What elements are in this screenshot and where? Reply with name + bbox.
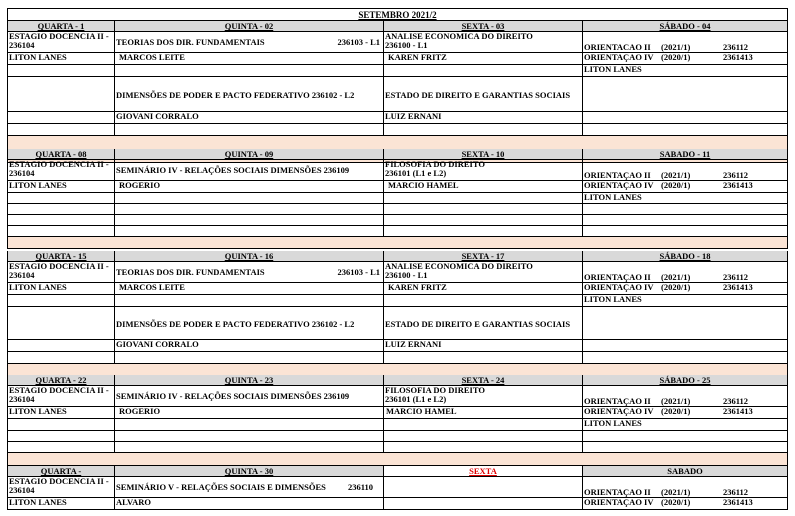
- empty-cell: [583, 204, 788, 215]
- sat-course-1: ORIENTAÇAO II (2021/1) 236112: [583, 477, 788, 498]
- fri-prof-2: LUIZ ERNANI: [384, 340, 583, 352]
- empty-cell: [384, 204, 583, 215]
- thu-course-2: DIMENSÕES DE PODER E PACTO FEDERATIVO 236102 - L2: [115, 77, 384, 112]
- week-separator: [7, 237, 788, 249]
- wed-course: ESTAGIO DOCENCIA II - 236104: [7, 262, 115, 283]
- fri-prof: KAREN FRITZ: [384, 283, 583, 295]
- header-wed: QUARTA -: [7, 466, 115, 477]
- empty-cell: [7, 204, 115, 215]
- sat-course-2: ORIENTAÇAO IV (2020/1) 2361413: [583, 407, 788, 419]
- sat-course-2: ORIENTAÇAO IV (2020/1) 2361413: [583, 181, 788, 193]
- empty-cell: [384, 226, 583, 237]
- header-fri: SEXTA - 10: [384, 149, 583, 160]
- empty-cell: [583, 307, 788, 340]
- header-thu: QUINTA - 02: [115, 21, 384, 32]
- title-row: [7, 8, 788, 21]
- header-fri-holiday: SEXTA: [384, 466, 583, 477]
- empty-cell: [7, 124, 115, 136]
- empty-cell: [115, 442, 384, 453]
- fri-course-2: ESTADO DE DIREITO E GARANTIAS SOCIAIS: [384, 307, 583, 340]
- empty-cell: [384, 124, 583, 136]
- empty-cell: [583, 442, 788, 453]
- schedule-sheet: [7, 8, 788, 511]
- wed-prof: LITON LANES: [7, 407, 115, 419]
- sat-course-1: ORIENTAÇAO II (2021/1) 236112: [583, 160, 788, 181]
- wed-course: ESTAGIO DOCENCIA II - 236104: [7, 32, 115, 53]
- header-thu: QUINTA - 30: [115, 466, 384, 477]
- sat-prof: LITON LANES: [583, 295, 788, 307]
- sat-prof: LITON LANES: [583, 65, 788, 77]
- wed-course: ESTAGIO DOCENCIA II - 236104: [7, 386, 115, 407]
- empty-cell: [7, 340, 115, 352]
- empty-cell: [583, 340, 788, 352]
- fri-course: FILOSOFIA DO DIREITO 236101 (L1 e L2): [384, 386, 583, 407]
- header-sat: SÁBADO - 25: [583, 375, 788, 386]
- header-sat: SÁBADO - 18: [583, 251, 788, 262]
- sat-prof: LITON LANES: [583, 193, 788, 204]
- thu-prof: MARCOS LEITE: [115, 283, 384, 295]
- thu-prof: ROGERIO: [115, 407, 384, 419]
- header-fri: SEXTA - 17: [384, 251, 583, 262]
- empty-cell: [7, 215, 115, 226]
- header-fri: SEXTA - 03: [384, 21, 583, 32]
- wed-prof: LITON LANES: [7, 181, 115, 193]
- empty-cell: [115, 226, 384, 237]
- empty-cell: [115, 215, 384, 226]
- header-wed: QUARTA - 15: [7, 251, 115, 262]
- empty-cell: [384, 442, 583, 453]
- header-sat: SABADO: [583, 466, 788, 477]
- header-sat: SABADO - 11: [583, 149, 788, 160]
- sat-course-1: ORIENTACAO II (2021/1) 236112: [583, 32, 788, 53]
- thu-course: SEMINÁRIO V - RELAÇÕES SOCIAIS E DIMENSÕES 236110: [115, 477, 384, 498]
- thu-prof: ALVARO: [115, 498, 384, 510]
- fri-course: ANALISE ECONOMICA DO DIREITO 236100 - L1: [384, 262, 583, 283]
- empty-cell: [7, 77, 115, 112]
- empty-cell: [384, 193, 583, 204]
- fri-prof: KAREN FRITZ: [384, 53, 583, 65]
- empty-cell: [115, 431, 384, 442]
- empty-cell: [7, 419, 115, 431]
- empty-cell: [384, 498, 583, 510]
- empty-cell: [583, 352, 788, 364]
- thu-prof: ROGERIO: [115, 181, 384, 193]
- empty-cell: [384, 295, 583, 307]
- empty-cell: [7, 112, 115, 124]
- thu-prof: MARCOS LEITE: [115, 53, 384, 65]
- empty-cell: [115, 65, 384, 77]
- empty-cell: [384, 352, 583, 364]
- empty-cell: [384, 65, 583, 77]
- empty-cell: [7, 352, 115, 364]
- empty-cell: [583, 77, 788, 112]
- sat-course-1: ORIENTAÇAO II (2021/1) 236112: [583, 386, 788, 407]
- empty-cell: [115, 295, 384, 307]
- empty-cell: [115, 419, 384, 431]
- empty-cell: [583, 226, 788, 237]
- fri-prof: MARCIO HAMEL: [384, 407, 583, 419]
- wed-course: ESTAGIO DOCENCIA II - 236104: [7, 477, 115, 498]
- empty-cell: [7, 307, 115, 340]
- empty-cell: [384, 477, 583, 498]
- header-thu: QUINTA - 23: [115, 375, 384, 386]
- fri-course: ANALISE ECONOMICA DO DIREITO 236100 - L1: [384, 32, 583, 53]
- header-wed: QUARTA - 08: [7, 149, 115, 160]
- empty-cell: [115, 124, 384, 136]
- empty-cell: [583, 215, 788, 226]
- thu-prof-2: GIOVANI CORRALO: [115, 340, 384, 352]
- thu-prof-2: GIOVANI CORRALO: [115, 112, 384, 124]
- empty-cell: [7, 431, 115, 442]
- header-wed: QUARTA - 22: [7, 375, 115, 386]
- empty-cell: [384, 215, 583, 226]
- thu-course: SEMINÁRIO IV - RELAÇÕES SOCIAIS DIMENSÕES 236109: [115, 160, 384, 181]
- header-sat: SÁBADO - 04: [583, 21, 788, 32]
- sat-course-2: ORIENTAÇAO IV (2020/1) 2361413: [583, 283, 788, 295]
- fri-prof: MARCIO HAMEL: [384, 181, 583, 193]
- fri-course: FILOSOFIA DO DIREITO 236101 (L1 e L2): [384, 160, 583, 181]
- wed-prof: LITON LANES: [7, 498, 115, 510]
- thu-course-2: DIMENSÕES DE PODER E PACTO FEDERATIVO 236102 - L2: [115, 307, 384, 340]
- empty-cell: [384, 419, 583, 431]
- empty-cell: [7, 442, 115, 453]
- fri-prof-2: LUIZ ERNANI: [384, 112, 583, 124]
- week-separator: [7, 453, 788, 466]
- header-thu: QUINTA - 16: [115, 251, 384, 262]
- empty-cell: [384, 431, 583, 442]
- wed-prof: LITON LANES: [7, 283, 115, 295]
- wed-course: ESTAGIO DOCENCIA II - 236104: [7, 160, 115, 181]
- thu-course: TEORIAS DOS DIR. FUNDAMENTAIS 236103 - L1: [115, 262, 384, 283]
- header-thu: QUINTA - 09: [115, 149, 384, 160]
- header-wed: QUARTA - 1: [7, 21, 115, 32]
- empty-cell: [115, 193, 384, 204]
- empty-cell: [115, 204, 384, 215]
- sat-course-2: ORIENTAÇAO IV (2020/1) 2361413: [583, 498, 788, 510]
- sat-prof: LITON LANES: [583, 419, 788, 431]
- header-fri: SEXTA - 24: [384, 375, 583, 386]
- sat-course-1: ORIENTAÇAO II (2021/1) 236112: [583, 262, 788, 283]
- fri-course-2: ESTADO DE DIREITO E GARANTIAS SOCIAIS: [384, 77, 583, 112]
- empty-cell: [7, 65, 115, 77]
- empty-cell: [583, 112, 788, 124]
- thu-course: TEORIAS DOS DIR. FUNDAMENTAIS 236103 - L1: [115, 32, 384, 53]
- empty-cell: [7, 193, 115, 204]
- empty-cell: [115, 352, 384, 364]
- thu-course: SEMINÁRIO IV - RELAÇÕES SOCIAIS DIMENSÕES 236109: [115, 386, 384, 407]
- empty-cell: [583, 431, 788, 442]
- empty-cell: [7, 226, 115, 237]
- sat-course-2: ORIENTAÇAO IV (2020/1) 2361413: [583, 53, 788, 65]
- wed-prof: LITON LANES: [7, 53, 115, 65]
- empty-cell: [583, 124, 788, 136]
- sheet-title: SETEMBRO 2021/2: [358, 10, 437, 20]
- empty-cell: [7, 295, 115, 307]
